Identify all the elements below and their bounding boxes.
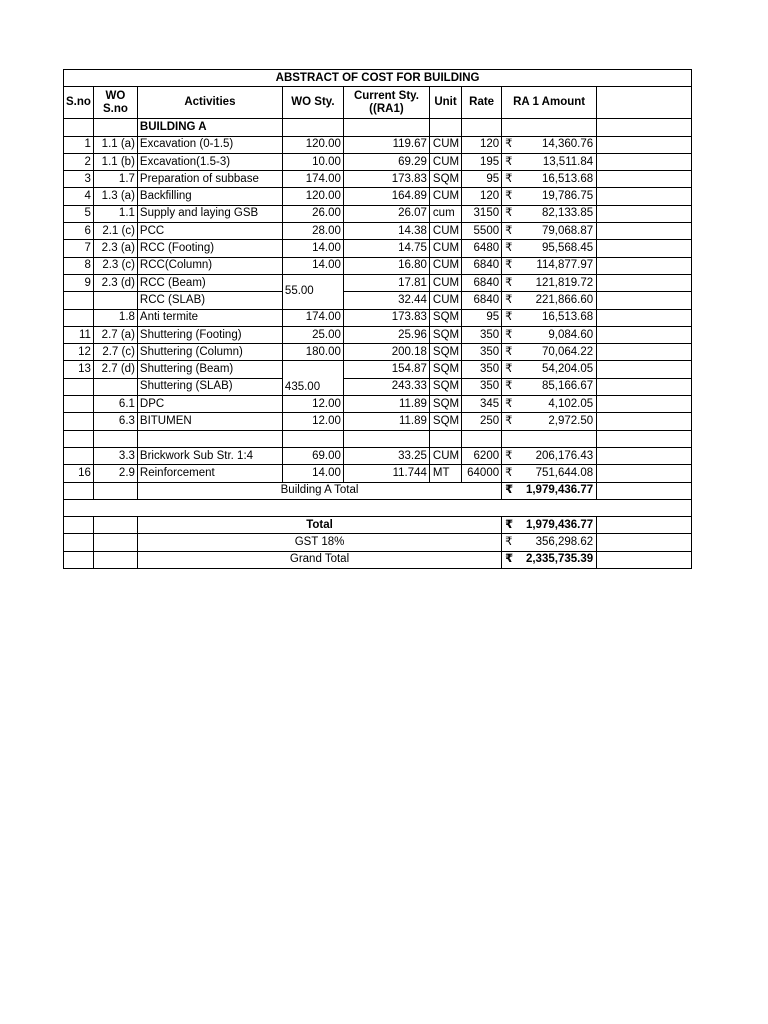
cell-wo-sty: 174.00 bbox=[282, 171, 343, 188]
cell-blank bbox=[597, 465, 692, 482]
cell-unit: MT bbox=[429, 465, 461, 482]
amount-cell bbox=[502, 517, 597, 534]
header-blank bbox=[597, 87, 692, 119]
cell-blank bbox=[597, 292, 692, 309]
header-rate: Rate bbox=[462, 87, 502, 119]
currency-symbol: ₹ bbox=[505, 466, 513, 479]
cell-wo-sno: 2.7 (a) bbox=[93, 326, 137, 343]
cell-unit: CUM bbox=[429, 274, 461, 291]
cell-blank bbox=[597, 551, 692, 568]
table-title: ABSTRACT OF COST FOR BUILDING bbox=[64, 70, 692, 87]
amount-cell bbox=[502, 413, 597, 430]
amount-cell bbox=[502, 274, 597, 291]
cell-rate: 6840 bbox=[462, 257, 502, 274]
cell-blank bbox=[597, 223, 692, 240]
cell-wo-sno: 1.1 (b) bbox=[93, 153, 137, 170]
cell-unit: CUM bbox=[429, 136, 461, 153]
cell-blank bbox=[597, 171, 692, 188]
cell-sno: 9 bbox=[64, 274, 94, 291]
amount-cell bbox=[502, 396, 597, 413]
currency-symbol: ₹ bbox=[505, 518, 514, 531]
summary-label: Total bbox=[137, 517, 501, 534]
amount-value: 19,786.75 bbox=[541, 190, 594, 203]
table-row bbox=[64, 257, 692, 274]
cell-sno: 12 bbox=[64, 344, 94, 361]
currency-symbol: ₹ bbox=[505, 414, 513, 427]
summary-label: Grand Total bbox=[137, 551, 501, 568]
summary-label: GST 18% bbox=[137, 534, 501, 551]
amount-value: 79,068.87 bbox=[541, 224, 594, 237]
table-row bbox=[64, 188, 692, 205]
amount-cell bbox=[502, 551, 597, 568]
currency-symbol: ₹ bbox=[505, 311, 513, 324]
currency-symbol: ₹ bbox=[505, 172, 513, 185]
cell-wo-sty: 10.00 bbox=[282, 153, 343, 170]
cell-wo-sty: 69.00 bbox=[282, 447, 343, 464]
cell-unit: SQM bbox=[429, 326, 461, 343]
cell-activity: Excavation(1.5-3) bbox=[137, 153, 282, 170]
cell-rate: 95 bbox=[462, 171, 502, 188]
header-current-sty: Current Sty. ((RA1) bbox=[343, 87, 429, 119]
cell-blank bbox=[597, 326, 692, 343]
amount-value: 221,866.60 bbox=[535, 293, 594, 306]
table-row bbox=[64, 378, 692, 395]
cell-blank bbox=[597, 136, 692, 153]
cell-wo-sno: 2.1 (c) bbox=[93, 223, 137, 240]
cell-wo-sty: 14.00 bbox=[282, 257, 343, 274]
amount-value: 16,513.68 bbox=[541, 311, 594, 324]
amount-value: 751,644.08 bbox=[535, 466, 594, 479]
cell-blank bbox=[597, 361, 692, 378]
cell-wo-sno: 6.1 bbox=[93, 396, 137, 413]
table-row bbox=[64, 223, 692, 240]
cell-unit: CUM bbox=[429, 240, 461, 257]
table-row bbox=[64, 153, 692, 170]
cell-rate: 3150 bbox=[462, 205, 502, 222]
cell-unit: CUM bbox=[429, 292, 461, 309]
cell-wo-sty bbox=[282, 430, 343, 447]
cell-activity: RCC (Footing) bbox=[137, 240, 282, 257]
summary-row bbox=[64, 551, 692, 568]
cell-unit: CUM bbox=[429, 257, 461, 274]
amount-value: 13,511.84 bbox=[542, 155, 594, 168]
header-wo-sno: WO S.no bbox=[93, 87, 137, 119]
currency-symbol: ₹ bbox=[505, 259, 513, 272]
cell-sno: 6 bbox=[64, 223, 94, 240]
cell-sno: 11 bbox=[64, 326, 94, 343]
cell-wo-sty: 435.00 bbox=[282, 361, 343, 396]
amount-value: 1,979,436.77 bbox=[525, 518, 594, 531]
section-label: BUILDING A bbox=[137, 119, 282, 136]
cell-wo-sno: 2.3 (a) bbox=[93, 240, 137, 257]
cell-sno bbox=[64, 378, 94, 395]
currency-symbol: ₹ bbox=[505, 155, 513, 168]
cell-blank bbox=[64, 499, 692, 516]
cell-rate: 6840 bbox=[462, 274, 502, 291]
cell-activity: Shuttering (Beam) bbox=[137, 361, 282, 378]
amount-value: 9,084.60 bbox=[548, 328, 594, 341]
amount-cell bbox=[502, 430, 597, 447]
cell-wo-sno: 2.7 (c) bbox=[93, 344, 137, 361]
cell-current-sty bbox=[343, 430, 429, 447]
amount-value: 2,335,735.39 bbox=[525, 553, 594, 566]
table-row bbox=[64, 361, 692, 378]
table-row bbox=[64, 447, 692, 464]
header-wo-sty: WO Sty. bbox=[282, 87, 343, 119]
section-row bbox=[64, 119, 692, 136]
amount-cell bbox=[502, 361, 597, 378]
cell-activity: Supply and laying GSB bbox=[137, 205, 282, 222]
cell-current-sty: 26.07 bbox=[343, 205, 429, 222]
title-row bbox=[64, 70, 692, 87]
amount-value: 114,877.97 bbox=[536, 259, 594, 272]
cell-sno: 7 bbox=[64, 240, 94, 257]
currency-symbol: ₹ bbox=[505, 293, 513, 306]
table-row bbox=[64, 413, 692, 430]
cell-unit: SQM bbox=[429, 413, 461, 430]
currency-symbol: ₹ bbox=[505, 553, 514, 566]
currency-symbol: ₹ bbox=[505, 449, 513, 462]
table-row bbox=[64, 396, 692, 413]
cell-current-sty: 11.744 bbox=[343, 465, 429, 482]
cell-rate: 350 bbox=[462, 344, 502, 361]
cell-blank bbox=[597, 517, 692, 534]
currency-symbol: ₹ bbox=[505, 363, 513, 376]
amount-value: 356,298.62 bbox=[535, 536, 594, 549]
currency-symbol: ₹ bbox=[505, 242, 513, 255]
cell-wo-sno: 1.3 (a) bbox=[93, 188, 137, 205]
cell-blank bbox=[597, 482, 692, 499]
cell-blank bbox=[597, 447, 692, 464]
cell-unit: SQM bbox=[429, 171, 461, 188]
cell-blank bbox=[64, 482, 94, 499]
cell-wo-sty: 14.00 bbox=[282, 465, 343, 482]
cell-rate: 6200 bbox=[462, 447, 502, 464]
cell-blank bbox=[597, 153, 692, 170]
cell-sno bbox=[64, 447, 94, 464]
table-row bbox=[64, 465, 692, 482]
cell-rate: 6840 bbox=[462, 292, 502, 309]
cell-wo-sty: 28.00 bbox=[282, 223, 343, 240]
table-row bbox=[64, 344, 692, 361]
cell-wo-sty: 120.00 bbox=[282, 188, 343, 205]
cell-rate: 5500 bbox=[462, 223, 502, 240]
cell-blank bbox=[93, 482, 137, 499]
amount-cell bbox=[502, 188, 597, 205]
amount-value: 121,819.72 bbox=[535, 276, 594, 289]
cell-activity: Backfilling bbox=[137, 188, 282, 205]
header-row bbox=[64, 87, 692, 119]
cell-wo-sty: 12.00 bbox=[282, 413, 343, 430]
cell-current-sty: 11.89 bbox=[343, 396, 429, 413]
amount-cell bbox=[502, 309, 597, 326]
cell-rate: 345 bbox=[462, 396, 502, 413]
cell-current-sty: 14.75 bbox=[343, 240, 429, 257]
cell-current-sty: 164.89 bbox=[343, 188, 429, 205]
cell-wo-sno: 1.7 bbox=[93, 171, 137, 188]
building-total-label: Building A Total bbox=[137, 482, 501, 499]
amount-cell bbox=[502, 223, 597, 240]
cell-blank bbox=[597, 205, 692, 222]
amount-cell bbox=[502, 344, 597, 361]
cell-wo-sty: 174.00 bbox=[282, 309, 343, 326]
amount-value: 14,360.76 bbox=[541, 138, 594, 151]
table-row bbox=[64, 240, 692, 257]
amount-value: 16,513.68 bbox=[541, 172, 594, 185]
currency-symbol: ₹ bbox=[505, 190, 513, 203]
cell-sno bbox=[64, 413, 94, 430]
amount-cell bbox=[502, 447, 597, 464]
cell-current-sty: 32.44 bbox=[343, 292, 429, 309]
cell-blank bbox=[597, 240, 692, 257]
cell-current-sty: 200.18 bbox=[343, 344, 429, 361]
cell-activity bbox=[137, 430, 282, 447]
table-row bbox=[64, 309, 692, 326]
cell-activity: RCC(Column) bbox=[137, 257, 282, 274]
currency-symbol: ₹ bbox=[505, 380, 513, 393]
cell-blank bbox=[93, 551, 137, 568]
cell-rate: 350 bbox=[462, 378, 502, 395]
cell-wo-sno bbox=[93, 378, 137, 395]
cell-activity: Shuttering (Footing) bbox=[137, 326, 282, 343]
cell-blank bbox=[64, 517, 94, 534]
cell-current-sty: 25.96 bbox=[343, 326, 429, 343]
cell-unit: CUM bbox=[429, 223, 461, 240]
cell-wo-sno: 1.1 (a) bbox=[93, 136, 137, 153]
spacer-row bbox=[64, 499, 692, 516]
cell-rate bbox=[462, 430, 502, 447]
cell-activity: Anti termite bbox=[137, 309, 282, 326]
currency-symbol: ₹ bbox=[505, 328, 513, 341]
cell-rate: 120 bbox=[462, 188, 502, 205]
cell-rate: 350 bbox=[462, 326, 502, 343]
cell-unit: CUM bbox=[429, 188, 461, 205]
cell-rate: 6480 bbox=[462, 240, 502, 257]
cell-wo-sty: 180.00 bbox=[282, 344, 343, 361]
cell-rate: 64000 bbox=[462, 465, 502, 482]
cell-wo-sty: 120.00 bbox=[282, 136, 343, 153]
cell-sno: 4 bbox=[64, 188, 94, 205]
cell-sno bbox=[64, 309, 94, 326]
cell-unit: SQM bbox=[429, 361, 461, 378]
cell-blank bbox=[597, 344, 692, 361]
cell-activity: Preparation of subbase bbox=[137, 171, 282, 188]
cell-wo-sty: 26.00 bbox=[282, 205, 343, 222]
amount-value: 206,176.43 bbox=[535, 449, 594, 462]
cell-rate: 195 bbox=[462, 153, 502, 170]
currency-symbol: ₹ bbox=[505, 276, 513, 289]
summary-row bbox=[64, 517, 692, 534]
amount-value: 95,568.45 bbox=[541, 242, 594, 255]
cell-current-sty: 173.83 bbox=[343, 309, 429, 326]
amount-cell bbox=[502, 257, 597, 274]
cell-current-sty: 14.38 bbox=[343, 223, 429, 240]
cell-blank bbox=[597, 534, 692, 551]
cell-activity: Shuttering (SLAB) bbox=[137, 378, 282, 395]
cell-wo-sty: 12.00 bbox=[282, 396, 343, 413]
cell-wo-sno bbox=[93, 430, 137, 447]
currency-symbol: ₹ bbox=[505, 207, 513, 220]
currency-symbol: ₹ bbox=[505, 536, 513, 549]
cell-blank bbox=[93, 517, 137, 534]
cell-activity: RCC (Beam) bbox=[137, 274, 282, 291]
amount-value: 70,064.22 bbox=[541, 345, 594, 358]
cell-activity: Brickwork Sub Str. 1:4 bbox=[137, 447, 282, 464]
cell-rate: 120 bbox=[462, 136, 502, 153]
amount-value: 4,102.05 bbox=[548, 397, 594, 410]
amount-value: 2,972.50 bbox=[548, 414, 594, 427]
amount-cell bbox=[502, 482, 597, 499]
table-row bbox=[64, 292, 692, 309]
cell-wo-sno: 2.7 (d) bbox=[93, 361, 137, 378]
amount-cell bbox=[502, 326, 597, 343]
cell-wo-sty: 55.00 bbox=[282, 274, 343, 309]
cell-current-sty: 33.25 bbox=[343, 447, 429, 464]
cell-wo-sno: 2.9 bbox=[93, 465, 137, 482]
cell-activity: Reinforcement bbox=[137, 465, 282, 482]
amount-cell bbox=[502, 465, 597, 482]
amount-cell bbox=[502, 136, 597, 153]
cell-sno: 13 bbox=[64, 361, 94, 378]
header-sno: S.no bbox=[64, 87, 94, 119]
cell-blank bbox=[93, 534, 137, 551]
cell-unit: CUM bbox=[429, 153, 461, 170]
table-row bbox=[64, 274, 692, 291]
amount-cell bbox=[502, 171, 597, 188]
cell-current-sty: 69.29 bbox=[343, 153, 429, 170]
amount-cell bbox=[502, 292, 597, 309]
cell-unit: SQM bbox=[429, 378, 461, 395]
cell-unit bbox=[429, 430, 461, 447]
cell-activity: Excavation (0-1.5) bbox=[137, 136, 282, 153]
amount-value: 82,133.85 bbox=[541, 207, 594, 220]
cell-rate: 250 bbox=[462, 413, 502, 430]
currency-symbol: ₹ bbox=[505, 397, 513, 410]
cell-blank bbox=[597, 309, 692, 326]
cell-blank bbox=[597, 274, 692, 291]
cell-activity: BITUMEN bbox=[137, 413, 282, 430]
cell-blank bbox=[597, 257, 692, 274]
cell-unit: SQM bbox=[429, 396, 461, 413]
cell-wo-sno: 2.3 (c) bbox=[93, 257, 137, 274]
header-amount: RA 1 Amount bbox=[502, 87, 597, 119]
amount-cell bbox=[502, 534, 597, 551]
cell-blank bbox=[597, 188, 692, 205]
cell-current-sty: 16.80 bbox=[343, 257, 429, 274]
cell-current-sty: 173.83 bbox=[343, 171, 429, 188]
cell-activity: PCC bbox=[137, 223, 282, 240]
cell-blank bbox=[597, 378, 692, 395]
cell-current-sty: 17.81 bbox=[343, 274, 429, 291]
amount-value: 85,166.67 bbox=[541, 380, 594, 393]
amount-cell bbox=[502, 378, 597, 395]
cell-sno: 16 bbox=[64, 465, 94, 482]
amount-cell bbox=[502, 153, 597, 170]
amount-cell bbox=[502, 240, 597, 257]
currency-symbol: ₹ bbox=[505, 484, 514, 497]
table-row bbox=[64, 326, 692, 343]
cell-activity: Shuttering (Column) bbox=[137, 344, 282, 361]
cell-sno: 8 bbox=[64, 257, 94, 274]
cell-rate: 350 bbox=[462, 361, 502, 378]
cell-current-sty: 243.33 bbox=[343, 378, 429, 395]
cell-wo-sty: 25.00 bbox=[282, 326, 343, 343]
cell-sno bbox=[64, 396, 94, 413]
cell-sno bbox=[64, 292, 94, 309]
amount-value: 1,979,436.77 bbox=[525, 484, 594, 497]
cell-sno: 2 bbox=[64, 153, 94, 170]
cell-sno bbox=[64, 430, 94, 447]
cell-wo-sno: 6.3 bbox=[93, 413, 137, 430]
cell-wo-sty: 14.00 bbox=[282, 240, 343, 257]
cell-wo-sno: 3.3 bbox=[93, 447, 137, 464]
cell-sno: 1 bbox=[64, 136, 94, 153]
amount-value: 54,204.05 bbox=[541, 363, 594, 376]
table-row bbox=[64, 430, 692, 447]
cell-blank bbox=[64, 551, 94, 568]
currency-symbol: ₹ bbox=[505, 138, 513, 151]
cell-unit: CUM bbox=[429, 447, 461, 464]
cell-current-sty: 154.87 bbox=[343, 361, 429, 378]
cell-unit: SQM bbox=[429, 344, 461, 361]
cell-wo-sno: 1.1 bbox=[93, 205, 137, 222]
cell-activity: RCC (SLAB) bbox=[137, 292, 282, 309]
table-row bbox=[64, 171, 692, 188]
cell-sno: 3 bbox=[64, 171, 94, 188]
cell-unit: cum bbox=[429, 205, 461, 222]
cell-sno: 5 bbox=[64, 205, 94, 222]
currency-symbol: ₹ bbox=[505, 224, 513, 237]
header-unit: Unit bbox=[429, 87, 461, 119]
cell-unit: SQM bbox=[429, 309, 461, 326]
cell-activity: DPC bbox=[137, 396, 282, 413]
cell-current-sty: 11.89 bbox=[343, 413, 429, 430]
header-activities: Activities bbox=[137, 87, 282, 119]
summary-row bbox=[64, 534, 692, 551]
building-total-row bbox=[64, 482, 692, 499]
cell-blank bbox=[597, 430, 692, 447]
cost-abstract-table bbox=[63, 69, 692, 569]
cell-wo-sno: 1.8 bbox=[93, 309, 137, 326]
cell-blank bbox=[64, 534, 94, 551]
cell-blank bbox=[597, 396, 692, 413]
cell-rate: 95 bbox=[462, 309, 502, 326]
cell-wo-sno bbox=[93, 292, 137, 309]
table-row bbox=[64, 205, 692, 222]
cell-current-sty: 119.67 bbox=[343, 136, 429, 153]
table-row bbox=[64, 136, 692, 153]
amount-cell bbox=[502, 205, 597, 222]
cell-blank bbox=[597, 413, 692, 430]
cell-wo-sno: 2.3 (d) bbox=[93, 274, 137, 291]
currency-symbol: ₹ bbox=[505, 345, 513, 358]
